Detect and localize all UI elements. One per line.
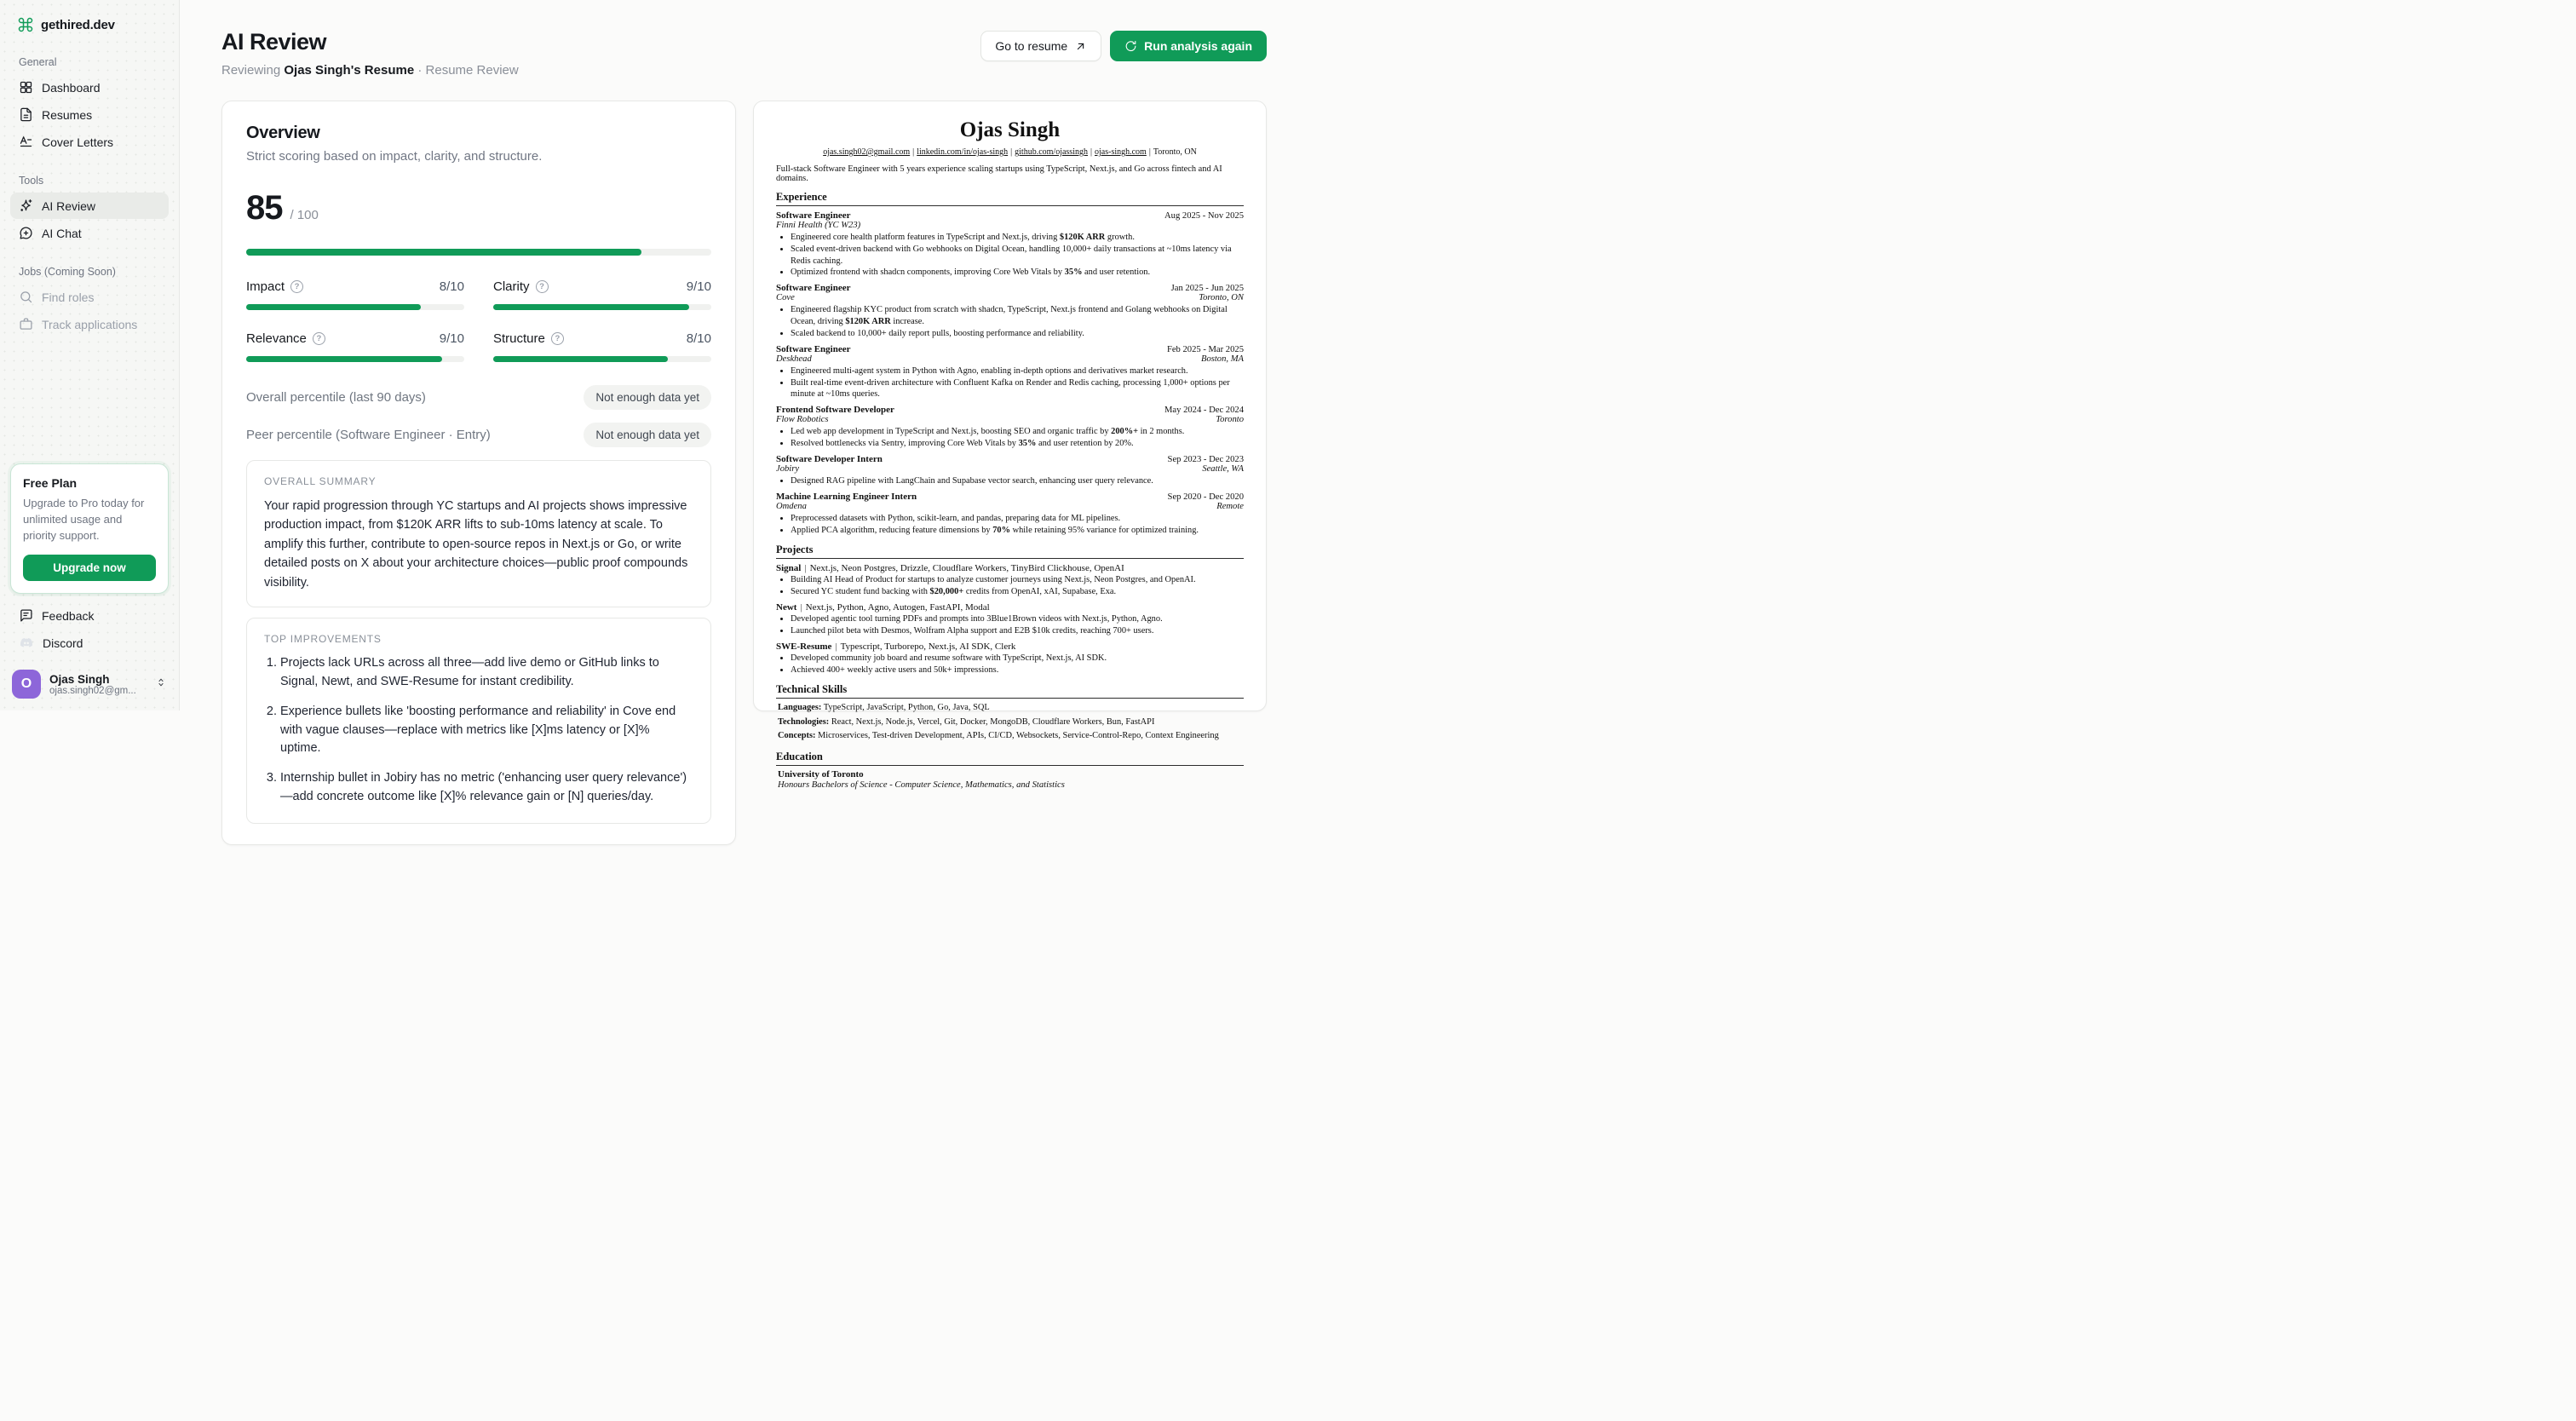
arrow-up-right-icon <box>1074 40 1087 53</box>
metric-score: 8/10 <box>686 331 711 346</box>
project-bullets <box>776 653 1244 676</box>
skills-list <box>776 701 1244 742</box>
metric-header <box>246 331 464 346</box>
reviewed-resume-name: Ojas Singh's Resume <box>284 63 415 78</box>
entry-company: Omdena <box>776 501 807 511</box>
help-icon[interactable]: ? <box>290 280 303 293</box>
entry-subheader <box>776 293 1244 303</box>
entry-bullets <box>776 426 1244 450</box>
app-name: gethired.dev <box>41 17 115 32</box>
entry-bullet: • Engineered core health platform features in TypeScript and Next.js, driving $120K ARR growth. <box>791 232 1244 244</box>
sidebar-item-track-applications[interactable] <box>10 311 169 337</box>
entry-company: Jobiry <box>776 463 800 474</box>
entry-bullets <box>776 232 1244 279</box>
metric-progress-bar <box>246 356 464 362</box>
metrics-grid <box>246 279 711 362</box>
sidebar-item-label: Feedback <box>42 608 95 623</box>
entry-subheader <box>776 464 1244 475</box>
sidebar-item-dashboard[interactable] <box>10 74 169 101</box>
search-icon <box>19 290 33 304</box>
metric-progress-fill <box>246 356 442 362</box>
plan-description: Upgrade to Pro today for unlimited usage and priority support. <box>23 497 145 543</box>
project-entry <box>776 641 1244 676</box>
sidebar-item-cover-letters[interactable] <box>10 129 169 155</box>
contact-separator: | <box>1148 147 1151 157</box>
project-name: SWE-Resume <box>776 641 832 652</box>
overview-title: Overview <box>246 124 320 142</box>
entry-dates: Aug 2025 - Nov 2025 <box>1164 211 1244 221</box>
resume-preview-card <box>753 101 1267 790</box>
metric-relevance <box>246 331 464 362</box>
entry-company: Deskhead <box>776 354 812 364</box>
improvement-item: 1. Projects lack URLs across all three—add live demo or GitHub links to Signal, Newt, and SWE-Resume for instant credibility. <box>280 654 693 692</box>
entry-dates: Jan 2025 - Jun 2025 <box>1170 284 1244 294</box>
resume-contact-link[interactable]: github.com/ojassingh <box>1015 147 1088 157</box>
overall-progress-bar <box>246 249 711 256</box>
overview-card <box>221 101 736 845</box>
project-stack: Next.js, Python, Agno, Autogen, FastAPI, Modal <box>805 602 990 613</box>
project-name: Signal <box>776 563 802 574</box>
entry-location: Boston, MA <box>1200 354 1244 364</box>
percentile-row <box>246 423 711 447</box>
go-to-resume-label: Go to resume <box>995 39 1068 53</box>
chat-plus-icon <box>19 226 33 240</box>
project-stack: Next.js, Neon Postgres, Drizzle, Cloudflare Workers, TinyBird Clickhouse, OpenAI <box>809 563 1124 574</box>
skill-line: Concepts: Microservices, Test-driven Development, APIs, CI/CD, Websockets, Service-Control-Repo, Context Engineering <box>778 730 1219 740</box>
header-actions <box>980 31 1267 61</box>
page-header <box>180 0 1288 78</box>
project-separator: | <box>800 602 802 613</box>
entry-bullet: • Engineered flagship KYC product from scratch with shadcn, TypeScript, Next.js frontend and Golang webhooks on Digital Ocean, driving $120K ARR increase. <box>791 304 1244 328</box>
entry-title: Frontend Software Developer <box>776 405 894 416</box>
education-entry <box>776 769 1244 790</box>
resume-section-heading-projects: Projects <box>776 544 1244 559</box>
contact-separator: | <box>912 147 915 157</box>
overall-progress-fill <box>246 249 641 256</box>
percentile-rows <box>246 385 711 447</box>
help-icon[interactable]: ? <box>313 332 325 345</box>
resume-contact-link[interactable]: linkedin.com/in/ojas-singh <box>917 147 1009 157</box>
briefcase-icon <box>19 317 33 331</box>
profile-name: Ojas Singh <box>49 672 110 686</box>
improvement-item: 2. Experience bullets like 'boosting performance and reliability' in Cove end with vague clauses—replace with metrics like [X]ms latency or [X]% uptime. <box>280 703 693 758</box>
entry-header <box>776 492 1244 502</box>
chevrons-up-down-icon <box>155 676 167 693</box>
sidebar-footer-nav <box>0 602 179 661</box>
project-separator: | <box>804 563 807 574</box>
entry-bullet: • Led web app development in TypeScript and Next.js, boosting SEO and organic traffic by 200%+ in 2 months. <box>791 426 1244 438</box>
nav-section-label: General <box>19 56 57 68</box>
project-title-line <box>776 641 1015 652</box>
sidebar-item-ai-review[interactable] <box>10 193 169 219</box>
upgrade-button[interactable]: Upgrade now <box>23 555 156 581</box>
sidebar-item-label: Discord <box>43 636 83 650</box>
resume-contact-link[interactable]: ojas.singh02@gmail.com <box>823 147 911 157</box>
sparkles-icon <box>19 198 33 213</box>
project-entry <box>776 563 1244 598</box>
entry-header <box>776 344 1244 354</box>
entry-dates: Feb 2025 - Mar 2025 <box>1166 344 1244 354</box>
overall-summary-box <box>246 460 711 607</box>
entry-bullet: • Applied PCA algorithm, reducing feature dimensions by 70% while retaining 95% variance for optimized training. <box>791 525 1244 537</box>
entry-dates: Sep 2020 - Dec 2020 <box>1167 492 1244 502</box>
help-icon[interactable]: ? <box>536 280 549 293</box>
sidebar-spacer <box>0 338 179 463</box>
plan-title: Free Plan <box>23 476 78 491</box>
main-area <box>180 0 1288 803</box>
project-title-line <box>776 563 1124 573</box>
run-analysis-button[interactable] <box>1110 31 1267 61</box>
command-icon <box>17 16 34 33</box>
resume-section-heading-education: Education <box>776 751 1244 766</box>
project-bullets <box>776 574 1244 598</box>
resume-contact-link[interactable]: ojas-singh.com <box>1095 147 1147 157</box>
metric-label: Clarity <box>493 279 530 294</box>
entry-subheader <box>776 502 1244 512</box>
entry-company: Finni Health (YC W23) <box>776 221 861 230</box>
entry-location: Toronto, ON <box>1199 293 1244 303</box>
sidebar-item-discord[interactable] <box>10 630 169 657</box>
sidebar-item-label: Find roles <box>42 290 95 304</box>
page-title: AI Review <box>221 29 327 55</box>
sidebar-item-ai-chat[interactable] <box>10 220 169 246</box>
project-title-line <box>776 602 990 613</box>
metric-header <box>493 279 711 294</box>
project-entry <box>776 602 1244 637</box>
sidebar-item-label: AI Chat <box>42 226 82 240</box>
cover-letters-icon <box>19 135 33 149</box>
project-name: Newt <box>776 602 797 613</box>
entry-dates: May 2024 - Dec 2024 <box>1164 406 1244 416</box>
entry-title: Software Engineer <box>776 210 851 221</box>
top-improvements-box <box>246 618 711 823</box>
entry-bullet: • Preprocessed datasets with Python, scikit-learn, and pandas, preparing data for ML pipelines. <box>791 513 1244 525</box>
summary-label: OVERALL SUMMARY <box>264 475 377 487</box>
project-bullet: • Developed agentic tool turning PDFs and prompts into 3Blue1Brown videos with Next.js, Python, Agno. <box>791 613 1244 625</box>
improvement-item: 3. Internship bullet in Jobiry has no metric ('enhancing user query relevance')—add concrete outcome like [X]% relevance gain or [N] queries/day. <box>280 769 693 807</box>
score-suffix: / 100 <box>290 208 319 222</box>
metric-header <box>246 279 464 294</box>
entry-header <box>776 454 1244 464</box>
entry-bullet: • Optimized frontend with shadcn components, improving Core Web Vitals by 35% and user retention. <box>791 267 1244 279</box>
skill-line: Languages: TypeScript, JavaScript, Python, Go, Java, SQL <box>778 703 990 713</box>
content-row <box>180 78 1288 849</box>
app-root <box>0 0 1288 803</box>
user-profile[interactable] <box>0 661 179 710</box>
contact-separator: | <box>1090 147 1092 157</box>
resume-name: Ojas Singh <box>959 118 1061 141</box>
entry-subheader <box>776 221 1244 231</box>
project-bullets <box>776 613 1244 637</box>
percentile-row <box>246 385 711 410</box>
sidebar-item-label: Dashboard <box>42 80 101 95</box>
project-header <box>776 602 1244 613</box>
sidebar-item-label: Resumes <box>42 107 93 122</box>
experience-entry <box>776 492 1244 537</box>
page-subtitle <box>221 63 519 78</box>
metric-progress-fill <box>493 304 689 310</box>
metric-progress-fill <box>246 304 421 310</box>
resume-section-heading-experience: Experience <box>776 191 1244 206</box>
metric-progress-bar <box>493 304 711 310</box>
entry-location: Remote <box>1216 501 1244 511</box>
profile-info <box>49 673 147 696</box>
entry-bullet: • Designed RAG pipeline with LangChain and Supabase vector search, enhancing user query relevance. <box>791 475 1244 487</box>
project-separator: | <box>835 641 837 652</box>
entry-bullet: • Scaled event-driven backend with Go webhooks on Digital Ocean, handling 10,000+ daily transactions at ~10ms latency via Redis caching. <box>791 244 1244 268</box>
entry-location: Seattle, WA <box>1202 463 1244 474</box>
resume-summary: Full-stack Software Engineer with 5 years experience scaling startups using TypeScript, Next.js, and Go across fintech and AI domains. <box>776 164 1222 183</box>
overview-subtitle: Strict scoring based on impact, clarity, and structure. <box>246 149 543 164</box>
go-to-resume-button[interactable] <box>980 31 1101 61</box>
dashboard-icon <box>19 80 33 95</box>
project-bullet: • Developed community job board and resume software with TypeScript, Next.js, AI SDK. <box>791 653 1244 664</box>
reviewing-prefix: Reviewing <box>221 63 281 78</box>
education-school: University of Toronto <box>778 768 864 780</box>
sidebar-item-feedback[interactable] <box>10 602 169 629</box>
sidebar <box>0 0 180 710</box>
metric-impact <box>246 279 464 310</box>
refresh-icon <box>1124 40 1137 53</box>
run-analysis-label: Run analysis again <box>1144 39 1252 53</box>
sidebar-item-label: Track applications <box>42 317 138 331</box>
entry-company: Flow Robotics <box>776 415 829 425</box>
free-plan-card <box>10 463 169 594</box>
improvements-list <box>264 654 693 806</box>
resume-document <box>776 118 1244 790</box>
entry-subheader <box>776 354 1244 365</box>
entry-bullet: • Scaled backend to 10,000+ daily report pulls, boosting performance and reliability. <box>791 328 1244 340</box>
entry-subheader <box>776 415 1244 425</box>
nav-section-label: Tools <box>19 175 44 187</box>
entry-bullet: • Resolved bottlenecks via Sentry, improving Core Web Vitals by 35% and user retention by 20%. <box>791 438 1244 450</box>
metric-progress-bar <box>246 304 464 310</box>
resume-contact-line <box>776 147 1244 157</box>
resume-section-heading-technical-skills: Technical Skills <box>776 683 1244 699</box>
metric-label: Relevance <box>246 331 307 346</box>
entry-bullet: • Engineered multi-agent system in Python with Agno, enabling in-depth options and derivatives market research. <box>791 365 1244 377</box>
experience-entry <box>776 405 1244 450</box>
sidebar-item-label: AI Review <box>42 198 96 213</box>
project-bullet: • Achieved 400+ weekly active users and 50k+ impressions. <box>791 664 1244 676</box>
subtitle-separator: · <box>417 63 423 78</box>
contact-separator: | <box>1010 147 1013 157</box>
percentile-badge: Not enough data yet <box>584 385 711 410</box>
metric-progress-fill <box>493 356 668 362</box>
metric-score: 8/10 <box>439 279 464 294</box>
metric-progress-bar <box>493 356 711 362</box>
resume-contact-location: Toronto, ON <box>1153 147 1197 157</box>
entry-title: Software Engineer <box>776 283 851 294</box>
help-icon[interactable]: ? <box>551 332 564 345</box>
metric-clarity <box>493 279 711 310</box>
entry-bullets <box>776 304 1244 339</box>
sidebar-item-label: Cover Letters <box>42 135 114 149</box>
sidebar-item-resumes[interactable] <box>10 101 169 128</box>
entry-dates: Sep 2023 - Dec 2023 <box>1167 454 1244 464</box>
project-header <box>776 563 1244 573</box>
project-bullet: • Launched pilot beta with Desmos, Wolfram Alpha support and E2B $10k credits, reaching 700+ users. <box>791 625 1244 637</box>
review-type: Resume Review <box>425 63 519 78</box>
metric-structure <box>493 331 711 362</box>
entry-company: Cove <box>776 293 795 303</box>
entry-bullets <box>776 365 1244 400</box>
project-stack: Typescript, Turborepo, Next.js, AI SDK, Clerk <box>840 641 1016 652</box>
sidebar-nav <box>0 37 179 338</box>
metric-label: Impact <box>246 279 285 294</box>
entry-header <box>776 283 1244 293</box>
entry-bullets <box>776 513 1244 537</box>
sidebar-item-find-roles[interactable] <box>10 284 169 310</box>
experience-entry <box>776 210 1244 279</box>
entry-header <box>776 405 1244 415</box>
metric-header <box>493 331 711 346</box>
project-bullet: • Building AI Head of Product for startups to analyze customer journeys using Next.js, Neon Postgres, and OpenAI. <box>791 574 1244 586</box>
project-bullet: • Secured YC student fund backing with $20,000+ credits from OpenAI, xAI, Supabase, Exa. <box>791 586 1244 598</box>
score-row <box>246 189 711 227</box>
entry-header <box>776 210 1244 221</box>
experience-entry <box>776 283 1244 339</box>
nav-section-label: Jobs (Coming Soon) <box>19 266 116 278</box>
entry-title: Machine Learning Engineer Intern <box>776 491 917 502</box>
entry-location: Toronto <box>1216 415 1244 425</box>
percentile-label: Overall percentile (last 90 days) <box>246 390 426 405</box>
experience-entry <box>776 454 1244 487</box>
entry-bullet: • Built real-time event-driven architecture with Confluent Kafka on Render and Redis caching, processing 1,000+ options per minute at ~10ms queries. <box>791 377 1244 401</box>
percentile-label: Peer percentile (Software Engineer · Entry) <box>246 428 491 442</box>
entry-title: Software Developer Intern <box>776 453 883 464</box>
app-logo[interactable] <box>0 0 179 37</box>
overall-score: 85 <box>246 189 283 227</box>
education-degree: Honours Bachelors of Science - Computer Science, Mathematics, and Statistics <box>778 780 1065 790</box>
discord-icon <box>19 636 34 651</box>
percentile-badge: Not enough data yet <box>584 423 711 447</box>
experience-entry <box>776 344 1244 400</box>
resumes-icon <box>19 107 33 122</box>
skill-line: Technologies: React, Next.js, Node.js, Vercel, Git, Docker, MongoDB, Cloudflare Workers, Bun, FastAPI <box>778 716 1155 727</box>
entry-title: Software Engineer <box>776 343 851 354</box>
metric-score: 9/10 <box>439 331 464 346</box>
improvements-label: TOP IMPROVEMENTS <box>264 633 382 646</box>
summary-text: Your rapid progression through YC startups and AI projects shows impressive production impact, from $120K ARR lifts to sub-10ms latency at scale. To amplify this further, contribute to open-source repos in Next.js or Go, or write detailed posts on X about your architecture choices—public proof compounds visibility. <box>264 499 688 590</box>
project-header <box>776 641 1244 652</box>
metric-label: Structure <box>493 331 545 346</box>
metric-score: 9/10 <box>686 279 711 294</box>
avatar: O <box>12 670 41 699</box>
profile-email: ojas.singh02@gm... <box>49 685 136 696</box>
entry-bullets <box>776 475 1244 487</box>
feedback-icon <box>19 608 33 623</box>
